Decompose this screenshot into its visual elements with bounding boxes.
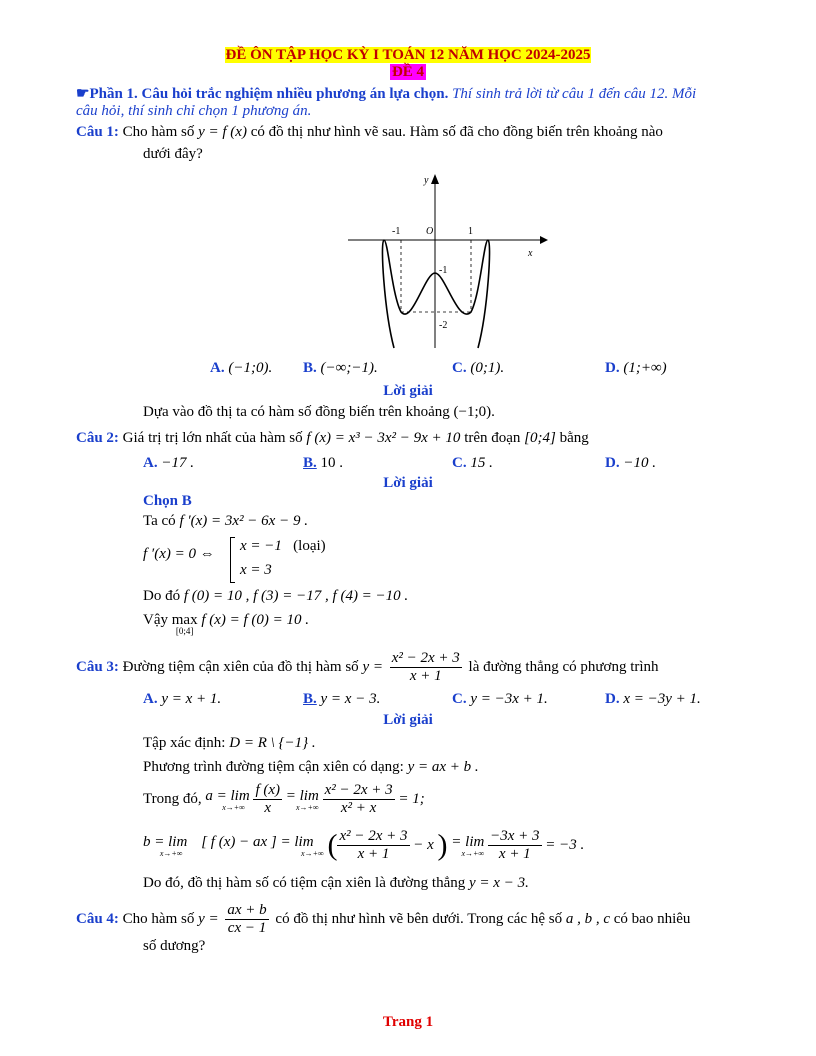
value-minus-1: -1 — [439, 265, 448, 276]
q1-option-a[interactable]: A. (−1;0). — [210, 360, 273, 376]
q3-step-2: Phương trình đường tiệm cận xiên có dạng: y = ax + b . — [143, 759, 479, 775]
exam-number: ĐỀ 4 — [391, 64, 425, 80]
q1-graph — [340, 170, 550, 350]
q3-option-c[interactable]: C. y = −3x + 1. — [452, 691, 548, 707]
x-axis-label: x — [528, 248, 533, 259]
q2-step-2a: x = −1 (loại) — [240, 538, 326, 554]
question-4: Câu 4: Cho hàm số y = $\frac{ax + b}{cx - 1}$ có đồ thị như hình vẽ bên dưới. Trong các hệ số a , b , c có bao nhiêu — [76, 902, 691, 936]
q1-option-b[interactable]: B. (−∞;−1). — [303, 360, 378, 376]
question-3: Câu 3: Đường tiệm cận xiên của đồ thị hàm số y = $\frac{\text{x² − 2x + 3}}{x + 1}$ là đường thẳng có phương trình — [76, 650, 659, 684]
part1-instruction: câu hỏi, thí sinh chỉ chọn 1 phương án. — [76, 103, 312, 119]
q2-step-2b: x = 3 — [240, 562, 272, 578]
value-minus-2: -2 — [439, 320, 448, 331]
page-title: ĐỀ ÔN TẬP HỌC KỲ I TOÁN 12 NĂM HỌC 2024-2025 — [225, 47, 591, 63]
q2-step-4: Vậy max [0;4] f (x) = f (0) = 10 . — [143, 612, 310, 636]
question-1: Câu 1: Cho hàm số y = f (x) có đồ thị như hình vẽ sau. Hàm số đã cho đồng biến trên khoảng nào — [76, 124, 663, 140]
origin-label: O — [426, 226, 434, 237]
q3-step-3: Trong đó, a = lim x→+∞ $\frac{f (x)}{x}$ = lim x→+∞ $\frac{\text{x² − 2x + 3}}{\text{x² + x}}$ = 1; — [143, 782, 425, 816]
q1-option-c[interactable]: C. (0;1). — [452, 360, 505, 376]
q2-option-a[interactable]: A. −17 . — [143, 455, 194, 471]
q2-option-c[interactable]: C. 15 . — [452, 455, 493, 471]
q1-solution-title: Lời giải — [383, 383, 433, 399]
q1-solution: Dựa vào đồ thị ta có hàm số đồng biến trên khoảng (−1;0). — [143, 404, 495, 420]
q3-step-4: b = lim x→+∞ [ f (x) − ax ] = lim x→+∞ ( $\frac{\text{x² − 2x + 3}}{x + 1}$ − x ) = lim x→+∞ $\frac{-3x + 3}{x + 1}$ = −3 . — [143, 828, 585, 862]
question-4-cont: số dương? — [143, 938, 206, 954]
q1-option-d[interactable]: D. (1;+∞) — [605, 360, 667, 376]
q2-step-2-lhs: f ′(x) = 0 ⇔ — [143, 546, 215, 562]
q2-step-3: Do đó f (0) = 10 , f (3) = −17 , f (4) = −10 . — [143, 588, 409, 604]
question-2: Câu 2: Giá trị trị lớn nhất của hàm số f (x) = x³ − 3x² − 9x + 10 trên đoạn [0;4] bằng — [76, 430, 589, 446]
page-number: Trang 1 — [382, 1014, 434, 1030]
q3-option-b[interactable]: B. y = x − 3. — [303, 691, 381, 707]
y-axis-label: y — [424, 175, 429, 186]
question-1-cont: dưới đây? — [143, 146, 203, 162]
tick-minus-1: -1 — [392, 226, 401, 237]
q2-step-1: Ta có f ′(x) = 3x² − 6x − 9 . — [143, 513, 308, 529]
q2-solution-title: Lời giải — [383, 475, 433, 491]
q2-choose: Chọn B — [143, 493, 192, 509]
tick-1: 1 — [468, 226, 473, 237]
q3-step-5: Do đó, đồ thị hàm số có tiệm cận xiên là đường thẳng y = x − 3. — [143, 875, 529, 891]
q3-option-a[interactable]: A. y = x + 1. — [143, 691, 222, 707]
q2-option-b[interactable]: B. 10 . — [303, 455, 344, 471]
q2-bracket — [230, 537, 235, 583]
q3-step-1: Tập xác định: D = R \ {−1} . — [143, 735, 316, 751]
q3-option-d[interactable]: D. x = −3y + 1. — [605, 691, 701, 707]
part1-heading: ☛Phần 1. Câu hỏi trắc nghiệm nhiều phương án lựa chọn. Thí sinh trả lời từ câu 1 đến câu 12. Mỗi — [76, 86, 697, 102]
q3-solution-title: Lời giải — [383, 712, 433, 728]
q2-option-d[interactable]: D. −10 . — [605, 455, 656, 471]
